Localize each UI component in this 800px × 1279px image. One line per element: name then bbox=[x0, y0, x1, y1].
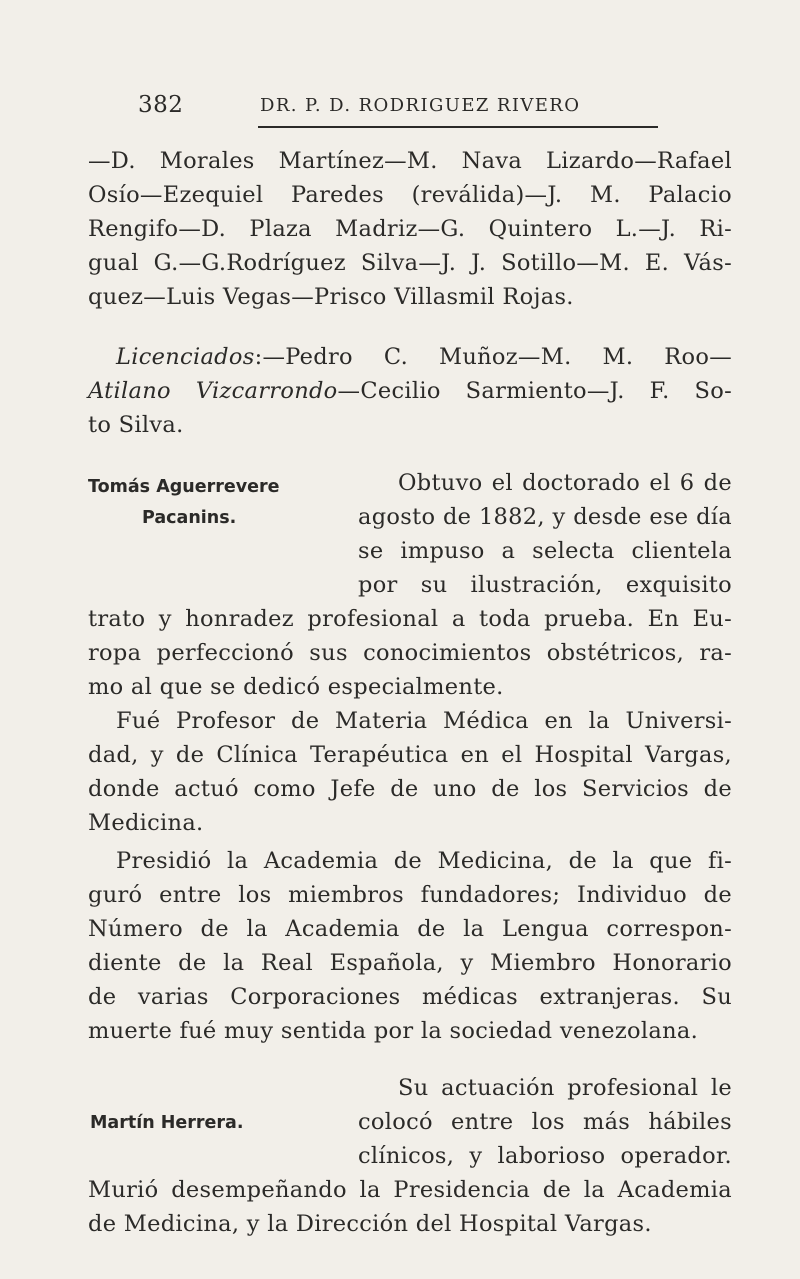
text-line: Obtuvo el doctorado el 6 de bbox=[398, 470, 732, 496]
text-line: Fué Profesor de Materia Médica en la Universi- bbox=[116, 708, 732, 734]
text-line: de Medicina, y la Dirección del Hospital Vargas. bbox=[88, 1211, 652, 1237]
licenciados-line1: :—Pedro C. Muñoz—M. M. Roo— bbox=[254, 344, 732, 370]
side-heading-name: Tomás Aguerrevere bbox=[88, 477, 280, 497]
text-line: Presidió la Academia de Medicina, de la que fi- bbox=[116, 848, 732, 874]
italic-name: Atilano Vizcarrondo bbox=[88, 378, 338, 404]
licenciados-line2: —Cecilio Sarmiento—J. F. So- bbox=[337, 378, 732, 404]
page-header bbox=[138, 92, 658, 122]
text-line bbox=[116, 344, 732, 370]
text-line: donde actuó como Jefe de uno de los Servicios de bbox=[88, 776, 732, 802]
text-line: agosto de 1882, y desde ese día bbox=[358, 504, 732, 530]
side-heading-name: Martín Herrera. bbox=[90, 1113, 244, 1133]
text-line: ropa perfeccionó sus conocimientos obstétricos, ra- bbox=[88, 640, 732, 666]
text-line: Rengifo—D. Plaza Madriz—G. Quintero L.—J. Ri- bbox=[88, 216, 732, 242]
text-line: quez—Luis Vegas—Prisco Villasmil Rojas. bbox=[88, 284, 574, 310]
text-line: se impuso a selecta clientela bbox=[358, 538, 732, 564]
text-line: Su actuación profesional le bbox=[398, 1075, 732, 1101]
text-line: Murió desempeñando la Presidencia de la Academia bbox=[88, 1177, 732, 1203]
text-line: dad, y de Clínica Terapéutica en el Hospital Vargas, bbox=[88, 742, 732, 768]
text-line: diente de la Real Española, y Miembro Honorario bbox=[88, 950, 732, 976]
header-rule bbox=[258, 126, 658, 128]
licenciados-label: Licenciados bbox=[116, 344, 255, 370]
text-line: Osío—Ezequiel Paredes (reválida)—J. M. Palacio bbox=[88, 182, 732, 208]
text-line: to Silva. bbox=[88, 412, 184, 438]
side-heading-name: Pacanins. bbox=[142, 508, 237, 528]
text-line: trato y honradez profesional a toda prueba. En Eu- bbox=[88, 606, 732, 632]
text-line: colocó entre los más hábiles bbox=[358, 1109, 732, 1135]
text-line: gual G.—G.Rodríguez Silva—J. J. Sotillo—M. E. Vás- bbox=[88, 250, 732, 276]
running-head: DR. P. D. RODRIGUEZ RIVERO bbox=[260, 95, 581, 116]
text-line: muerte fué muy sentida por la sociedad venezolana. bbox=[88, 1018, 699, 1044]
text-line: Medicina. bbox=[88, 810, 204, 836]
page-number: 382 bbox=[138, 92, 184, 118]
text-line: —D. Morales Martínez—M. Nava Lizardo—Rafael bbox=[88, 148, 732, 174]
text-line: mo al que se dedicó especialmente. bbox=[88, 674, 504, 700]
text-line: por su ilustración, exquisito bbox=[358, 572, 732, 598]
text-line: de varias Corporaciones médicas extranjeras. Su bbox=[88, 984, 732, 1010]
text-line bbox=[88, 378, 732, 404]
text-line: guró entre los miembros fundadores; Individuo de bbox=[88, 882, 732, 908]
text-line: Número de la Academia de la Lengua correspon- bbox=[88, 916, 732, 942]
text-line: clínicos, y laborioso operador. bbox=[358, 1143, 732, 1169]
